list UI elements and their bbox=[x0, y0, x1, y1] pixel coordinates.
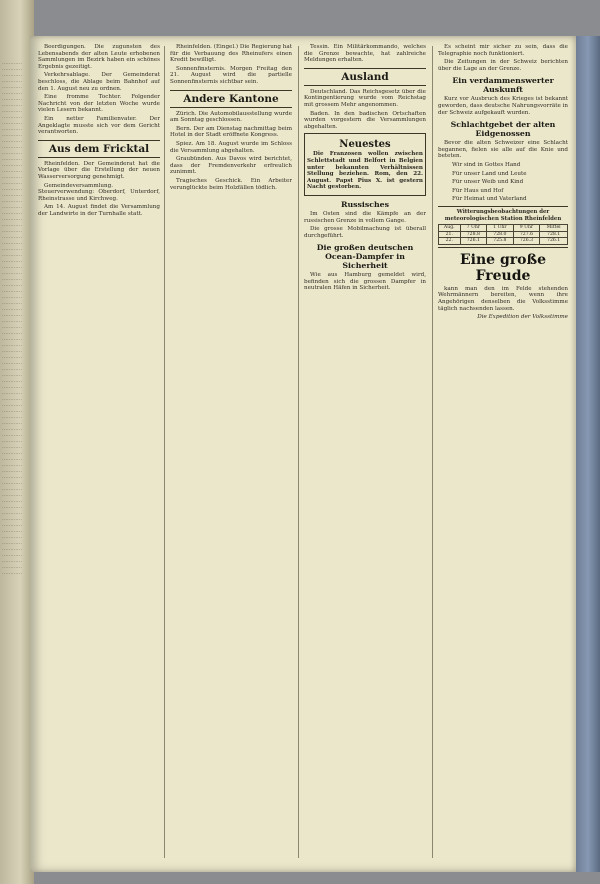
article-para: Rheinfelden. Der Gemeinderat hat die Vorlage über die Erstellung der neuen Wasserversorgung genehmigt. bbox=[38, 160, 160, 180]
weather-header-cell: Aug. bbox=[439, 225, 461, 232]
poem-line: Wir sind in Gottes Hand bbox=[452, 161, 521, 168]
subheading: Russisches bbox=[340, 199, 390, 209]
column-1 bbox=[38, 44, 160, 866]
article-para: Ein netter Familienvater. Der Angeklagte musste sich vor dem Gericht verantworten. bbox=[38, 115, 160, 136]
column-3 bbox=[304, 44, 426, 866]
weather-table bbox=[438, 224, 568, 245]
article-para: Bevor die alten Schweizer eine Schlacht begannen, fielen sie alle auf die Knie und beteten. bbox=[438, 140, 568, 160]
advert-title: Eine große Freude bbox=[460, 251, 546, 284]
article-para: Eine fromme Tochter. Folgender Nachricht von der letzten Woche wurde vielen Lesern bekannt. bbox=[38, 94, 160, 114]
article-para: Kurz vor Ausbruch des Krieges ist bekannt geworden, dass deutsche Nahrungsvorräte in der Schweiz aufgekauft wurden. bbox=[438, 96, 568, 116]
article-para: Zürich. Die Automobilausstellung wurde am Sonntag geschlossen. bbox=[170, 110, 292, 124]
poem-line: Für unser Weib und Kind bbox=[452, 179, 524, 186]
weather-title: Witterungsbeobachtungen der meteorologischen Station Rheinfelden bbox=[444, 208, 562, 222]
article-para: Spiez. Am 18. August wurde im Schloss die Versammlung abgehalten. bbox=[170, 140, 292, 154]
poem-line: Für Heimat und Vaterland bbox=[452, 196, 527, 203]
article-para: Baden. In den badischen Ortschaften wurden vorgestern die Versammlungen abgehalten. bbox=[304, 110, 426, 130]
poem-line: Für unser Land und Leute bbox=[452, 170, 527, 177]
advert-signature: Die Expedition der Volksstimme bbox=[477, 314, 568, 321]
article-para: Tragisches Geschick. Ein Arbeiter verunglückte beim Holzfällen tödlich. bbox=[170, 177, 292, 191]
weather-cell: 728.0 bbox=[487, 231, 514, 238]
article-para: Im Osten sind die Kämpfe an der russischen Grenze in vollem Gange. bbox=[304, 210, 426, 224]
article-para: Graubünden. Aus Davos wird berichtet, dass der Fremdenverkehr erfreulich zunimmt. bbox=[170, 156, 292, 176]
article-para: Wie aus Hamburg gemeldet wird, befinden sich die grossen Dampfer in neutralen Häfen in Sicherheit. bbox=[304, 272, 426, 292]
article-para: Tessin. Ein Militärkommando, welches die Grenze bewachte, hat zahlreiche Meldungen erhalten. bbox=[304, 44, 426, 64]
article-para: Beerdigungen. Die zugunsten des Lebensabends der alten Leute erhobenen Sammlungen im Bezirk haben ein schönes Ergebnis gezeitigt. bbox=[38, 44, 160, 70]
section-heading: Aus dem Fricktal bbox=[38, 140, 160, 158]
article-para: Es scheint mir sicher zu sein, dass die Telegraphie noch funktioniert. bbox=[438, 44, 568, 57]
subheading: Ein verdammenswerter Auskunft bbox=[452, 76, 554, 95]
article-para: Gemeindeversammlung. Steuerverwendung: Oberdorf, Unterdorf, Rheinstrasse und Kirchweg. bbox=[38, 182, 160, 202]
subheading: Die großen deutschen Ocean-Dampfer in Sicherheit bbox=[316, 243, 414, 271]
column-rule bbox=[432, 46, 433, 858]
poem-line: Für Haus und Hof bbox=[452, 187, 504, 194]
weather-cell: 728.1 bbox=[540, 231, 568, 238]
article-para: Am 14. August findet die Versammlung der Landwirte in der Turnhalle statt. bbox=[38, 204, 160, 217]
weather-cell: 21. bbox=[439, 231, 461, 238]
weather-cell: 727.6 bbox=[513, 231, 540, 238]
column-rule bbox=[298, 46, 299, 858]
article-para: Bern. Der am Dienstag nachmittag beim Hotel in der Stadt eröffnete Kongress. bbox=[170, 125, 292, 139]
news-heading: Neuestes bbox=[339, 139, 391, 151]
article-para: Deutschland. Das Reichsgesetz über die Kontingentierung wurde vom Reichstag mit grossem Mehr angenommen. bbox=[304, 88, 426, 108]
advert-text: kann man den im Felde stehenden Wehrmännern bereiten, wenn ihre Angehörigen denselben die Volksstimme täglich nachsenden lassen. bbox=[438, 285, 568, 312]
weather-cell: 728.8 bbox=[460, 231, 487, 238]
column-2 bbox=[170, 44, 292, 866]
weather-table-block bbox=[438, 206, 568, 248]
weather-header-cell: 9 Uhr bbox=[513, 225, 540, 232]
book-edge-right bbox=[576, 36, 600, 872]
subheading: Schlachtgebet der alten Eidgenossen bbox=[450, 120, 556, 139]
weather-header-cell: 7 Uhr bbox=[460, 225, 487, 232]
article-para: Die grosse Mobilmachung ist überall durchgeführt. bbox=[304, 226, 426, 239]
latest-news-box bbox=[304, 133, 426, 196]
weather-header-cell: Mittel bbox=[540, 225, 568, 232]
weather-row bbox=[439, 231, 568, 238]
weather-header-cell: 1 Uhr bbox=[487, 225, 514, 232]
weather-cell: 726.1 bbox=[540, 238, 568, 245]
binding-text-fragment: ………… ………… ………… ………… ………… ………… ………… ………… ………… ………… ………… ………… ………… ………… ………… ………… ………… ………… ………… ………… ………… ………… ………… ………… ………… ………… ………… ………… ………… ………… ………… ………… ………… ………… ………… ………… ………… ………… ………… ………… ………… ………… ………… ………… ………… ………… ………… ………… ………… ………… ………… ………… ………… ………… ………… ………… ………… ………… ………… ………… ………… ………… ………… ………… ………… ………… ………… ………… ………… ………… ………… ………… ………… ………… ………… ………… ………… ………… ………… ………… ………… ………… ………… ………… ………… ………… bbox=[2, 60, 24, 576]
book-binding-left bbox=[0, 0, 34, 884]
weather-header-row bbox=[439, 225, 568, 232]
column-4 bbox=[438, 44, 568, 866]
weather-cell: 725.8 bbox=[487, 238, 514, 245]
weather-cell: 22. bbox=[439, 238, 461, 245]
section-heading: Andere Kantone bbox=[170, 90, 292, 108]
news-text: Die Franzosen wollen zwischen Schlettstadt und Belfort in Belgien unter bekannten Verhältnissen Stellung beziehen. Rom, den 22. August. Papst Pius X. ist gestern Nacht gestorben. bbox=[307, 151, 423, 191]
article-para: Die Zeitungen in der Schweiz berichten über die Lage an der Grenze. bbox=[438, 59, 568, 72]
article-para: Verkehrsablage. Der Gemeinderat beschloss, die Ablage beim Bahnhof auf den 1. August neu zu ordnen. bbox=[38, 72, 160, 92]
article-para: Sonnenfinsternis. Morgen Freitag den 21. August wird die partielle Sonnenfinsternis sichtbar sein. bbox=[170, 65, 292, 85]
weather-row bbox=[439, 238, 568, 245]
weather-cell: 726.3 bbox=[513, 238, 540, 245]
newspaper-page bbox=[30, 36, 576, 872]
weather-cell: 726.1 bbox=[460, 238, 487, 245]
article-para: Rheinfelden. (Eingel.) Die Regierung hat für die Verbauung des Rheinufers einen Kredit bewilligt. bbox=[170, 44, 292, 64]
column-rule bbox=[164, 46, 165, 858]
section-heading: Ausland bbox=[304, 68, 426, 86]
